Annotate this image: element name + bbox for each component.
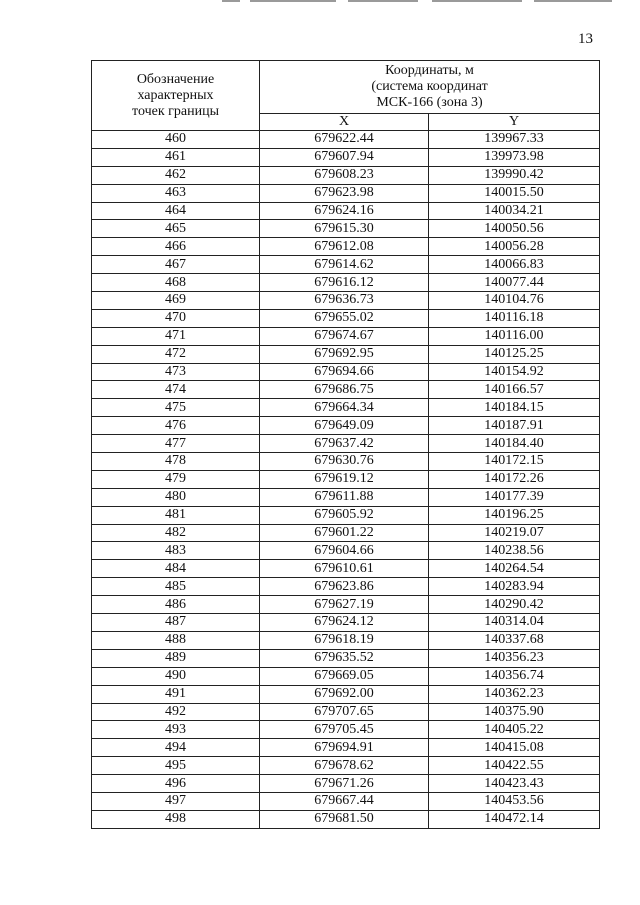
point-number-cell: 480 [92,488,260,506]
x-coordinate-cell: 679607.94 [260,148,429,166]
table-row [92,739,600,757]
point-number-cell: 461 [92,148,260,166]
x-coordinate-cell: 679615.30 [260,220,429,238]
x-coordinate-cell: 679678.62 [260,757,429,775]
y-coordinate-cell: 140356.74 [429,667,600,685]
y-coordinate-cell: 140177.39 [429,488,600,506]
point-number-cell: 460 [92,131,260,149]
y-column-header: Y [429,114,600,131]
y-coordinate-cell: 140405.22 [429,721,600,739]
x-coordinate-cell: 679627.19 [260,596,429,614]
y-coordinate-cell: 140314.04 [429,614,600,632]
y-coordinate-cell: 140050.56 [429,220,600,238]
y-coordinate-cell: 140125.25 [429,345,600,363]
table-row [92,453,600,471]
x-coordinate-cell: 679655.02 [260,309,429,327]
table-row [92,667,600,685]
y-coordinate-cell: 140172.15 [429,453,600,471]
table-row [92,238,600,256]
y-coordinate-cell: 140283.94 [429,578,600,596]
y-coordinate-cell: 140356.23 [429,649,600,667]
point-number-cell: 489 [92,649,260,667]
x-coordinate-cell: 679636.73 [260,292,429,310]
point-number-cell: 483 [92,542,260,560]
point-number-cell: 492 [92,703,260,721]
x-coordinate-cell: 679604.66 [260,542,429,560]
x-coordinate-cell: 679624.12 [260,614,429,632]
x-coordinate-cell: 679611.88 [260,488,429,506]
table-row [92,685,600,703]
point-number-cell: 488 [92,631,260,649]
y-coordinate-cell: 140337.68 [429,631,600,649]
table-row [92,345,600,363]
point-number-cell: 498 [92,810,260,828]
y-coordinate-cell: 140415.08 [429,739,600,757]
y-coordinate-cell: 140472.14 [429,810,600,828]
x-coordinate-cell: 679692.95 [260,345,429,363]
table-row [92,614,600,632]
point-number-cell: 473 [92,363,260,381]
x-coordinate-cell: 679649.09 [260,417,429,435]
scan-top-edge-marks [222,0,612,3]
table-row [92,631,600,649]
table-row [92,309,600,327]
x-coordinate-cell: 679669.05 [260,667,429,685]
point-number-cell: 486 [92,596,260,614]
x-coordinate-cell: 679619.12 [260,470,429,488]
table-row [92,810,600,828]
y-coordinate-cell: 140015.50 [429,184,600,202]
point-number-cell: 464 [92,202,260,220]
boundary-coordinates-table [91,60,600,829]
point-number-cell: 476 [92,417,260,435]
table-row [92,274,600,292]
point-number-cell: 479 [92,470,260,488]
point-number-cell: 495 [92,757,260,775]
y-coordinate-cell: 139990.42 [429,166,600,184]
table-row [92,703,600,721]
coordinates-group-header: Координаты, м (система координат МСК-166 (зона 3) [260,61,600,114]
x-coordinate-cell: 679601.22 [260,524,429,542]
y-coordinate-cell: 140034.21 [429,202,600,220]
point-number-cell: 469 [92,292,260,310]
table-row [92,792,600,810]
point-number-cell: 471 [92,327,260,345]
y-coordinate-cell: 139973.98 [429,148,600,166]
x-coordinate-cell: 679630.76 [260,453,429,471]
point-number-cell: 490 [92,667,260,685]
y-coordinate-cell: 140187.91 [429,417,600,435]
y-coordinate-cell: 140264.54 [429,560,600,578]
x-coordinate-cell: 679635.52 [260,649,429,667]
y-coordinate-cell: 140219.07 [429,524,600,542]
y-coordinate-cell: 140422.55 [429,757,600,775]
point-designation-header: Обозначение характерных точек границы [92,61,260,131]
table-row [92,399,600,417]
point-number-cell: 485 [92,578,260,596]
point-number-cell: 462 [92,166,260,184]
y-coordinate-cell: 140184.40 [429,435,600,453]
x-coordinate-cell: 679694.91 [260,739,429,757]
x-coordinate-cell: 679637.42 [260,435,429,453]
y-coordinate-cell: 140453.56 [429,792,600,810]
point-number-cell: 470 [92,309,260,327]
x-coordinate-cell: 679623.98 [260,184,429,202]
x-coordinate-cell: 679705.45 [260,721,429,739]
table-row [92,184,600,202]
table-header [92,61,600,131]
table-body [92,131,600,829]
x-coordinate-cell: 679674.67 [260,327,429,345]
table-row [92,256,600,274]
table-row [92,578,600,596]
table-row [92,775,600,793]
point-number-cell: 468 [92,274,260,292]
table-row [92,488,600,506]
point-number-cell: 491 [92,685,260,703]
x-coordinate-cell: 679671.26 [260,775,429,793]
point-number-cell: 463 [92,184,260,202]
point-number-cell: 496 [92,775,260,793]
table-row [92,148,600,166]
point-number-cell: 472 [92,345,260,363]
x-coordinate-cell: 679624.16 [260,202,429,220]
table-row [92,560,600,578]
y-coordinate-cell: 140375.90 [429,703,600,721]
point-number-cell: 466 [92,238,260,256]
y-coordinate-cell: 140172.26 [429,470,600,488]
point-number-cell: 493 [92,721,260,739]
x-coordinate-cell: 679622.44 [260,131,429,149]
table-row [92,327,600,345]
table-row [92,363,600,381]
x-coordinate-cell: 679694.66 [260,363,429,381]
x-coordinate-cell: 679686.75 [260,381,429,399]
x-coordinate-cell: 679667.44 [260,792,429,810]
x-coordinate-cell: 679692.00 [260,685,429,703]
table-row [92,220,600,238]
point-number-cell: 494 [92,739,260,757]
y-coordinate-cell: 140423.43 [429,775,600,793]
y-coordinate-cell: 140077.44 [429,274,600,292]
page-number: 13 [578,31,593,47]
x-coordinate-cell: 679664.34 [260,399,429,417]
x-coordinate-cell: 679707.65 [260,703,429,721]
x-coordinate-cell: 679618.19 [260,631,429,649]
y-coordinate-cell: 140116.18 [429,309,600,327]
point-number-cell: 478 [92,453,260,471]
y-coordinate-cell: 140154.92 [429,363,600,381]
y-coordinate-cell: 140056.28 [429,238,600,256]
x-coordinate-cell: 679623.86 [260,578,429,596]
y-coordinate-cell: 139967.33 [429,131,600,149]
point-number-cell: 497 [92,792,260,810]
point-number-cell: 482 [92,524,260,542]
y-coordinate-cell: 140196.25 [429,506,600,524]
table-row [92,131,600,149]
point-number-cell: 467 [92,256,260,274]
table-row [92,542,600,560]
y-coordinate-cell: 140166.57 [429,381,600,399]
point-number-cell: 487 [92,614,260,632]
x-coordinate-cell: 679681.50 [260,810,429,828]
table-row [92,292,600,310]
table-row [92,470,600,488]
table-row [92,506,600,524]
x-coordinate-cell: 679616.12 [260,274,429,292]
y-coordinate-cell: 140184.15 [429,399,600,417]
y-coordinate-cell: 140116.00 [429,327,600,345]
table-row [92,524,600,542]
y-coordinate-cell: 140238.56 [429,542,600,560]
x-coordinate-cell: 679614.62 [260,256,429,274]
y-coordinate-cell: 140362.23 [429,685,600,703]
y-coordinate-cell: 140290.42 [429,596,600,614]
table-row [92,166,600,184]
table-row [92,435,600,453]
table-row [92,417,600,435]
x-coordinate-cell: 679605.92 [260,506,429,524]
y-coordinate-cell: 140066.83 [429,256,600,274]
x-coordinate-cell: 679610.61 [260,560,429,578]
point-number-cell: 475 [92,399,260,417]
table-row [92,649,600,667]
x-coordinate-cell: 679608.23 [260,166,429,184]
y-coordinate-cell: 140104.76 [429,292,600,310]
table-row [92,596,600,614]
point-number-cell: 465 [92,220,260,238]
table-row [92,381,600,399]
table-row [92,721,600,739]
point-number-cell: 477 [92,435,260,453]
point-number-cell: 474 [92,381,260,399]
point-number-cell: 481 [92,506,260,524]
table-row [92,202,600,220]
point-number-cell: 484 [92,560,260,578]
x-column-header: X [260,114,429,131]
x-coordinate-cell: 679612.08 [260,238,429,256]
table-row [92,757,600,775]
